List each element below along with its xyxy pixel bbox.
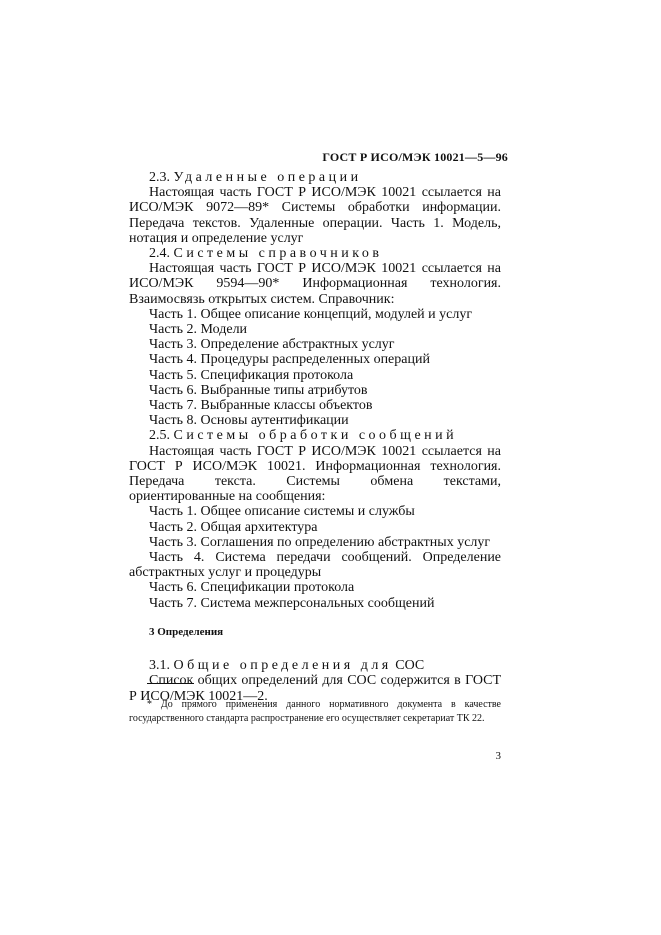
section-3-title: 3 Определения (149, 625, 224, 638)
list-item: Часть 5. Спецификация протокола (149, 367, 354, 383)
section-number: 2.3. (149, 170, 170, 185)
section-number: 3.1. (149, 658, 170, 674)
list-item: Часть 3. Соглашения по определению абстрактных услуг (149, 534, 491, 550)
footnote: * До прямого применения данного нормативного документа в качестве государственного стандарта распространение его осуществляет секретариат ТК 22. (129, 699, 501, 724)
list-item (129, 550, 501, 580)
list-item: Часть 7. Система межперсональных сообщений (149, 595, 435, 611)
list-item: Часть 1. Общее описание концепций, модулей и услуг (149, 306, 473, 322)
section-3-1-paragraph: Список общих определений для СОС содержится в ГОСТ Р ИСО/МЭК 10021—2. (129, 673, 501, 704)
list-item: Часть 8. Основы аутентификации (149, 413, 349, 429)
section-abbr: СОС (395, 658, 425, 674)
section-title: Общие определения для (173, 658, 392, 674)
list-item: Часть 4. Процедуры распределенных операций (149, 352, 430, 368)
section-3-1-heading (129, 658, 501, 673)
part-rest: Система передачи сообщений. Определение абстрактных услуг и процедуры (129, 550, 502, 581)
list-item: Часть 2. Модели (149, 322, 248, 338)
list-item: Часть 2. Общая архитектура (149, 519, 318, 535)
section-2-4-heading (129, 246, 501, 261)
footnote-divider (147, 683, 194, 684)
section-2-3-heading (129, 170, 501, 185)
section-2-5-paragraph: Настоящая часть ГОСТ Р ИСО/МЭК 10021 ссылается на ГОСТ Р ИСО/МЭК 10021. Информационная технология. Передача текста. Системы обмена текстами, ориентированные на сообщения: (129, 443, 501, 505)
part-lead: Часть 4. (149, 550, 205, 566)
list-item: Часть 6. Выбранные типы атрибутов (149, 382, 368, 398)
list-item: Часть 3. Определение абстрактных услуг (149, 337, 395, 353)
section-number: 2.4. (149, 246, 170, 262)
section-2-3-paragraph: Настоящая часть ГОСТ Р ИСО/МЭК 10021 ссылается на ИСО/МЭК 9072—89* Системы обработки информации. Передача текстов. Удаленные операции. Часть 1. Модель, нотация и определение услуг (129, 185, 501, 246)
section-2-4-paragraph: Настоящая часть ГОСТ Р ИСО/МЭК 10021 ссылается на ИСО/МЭК 9594—90* Информационная технология. Взаимосвязь открытых систем. Справочник: (129, 261, 501, 307)
section-title: Удаленные операции (173, 170, 362, 185)
document-body (129, 170, 501, 704)
section-2-5-heading (129, 428, 501, 443)
document-header: ГОСТ Р ИСО/МЭК 10021—5—96 (322, 150, 508, 164)
page-number: 3 (495, 750, 501, 762)
list-item: Часть 6. Спецификации протокола (149, 580, 355, 596)
list-item: Часть 7. Выбранные классы объектов (149, 398, 373, 414)
section-title: Системы справочников (173, 246, 383, 262)
list-item: Часть 1. Общее описание системы и службы (149, 504, 415, 520)
section-title: Системы обработки сообщений (173, 428, 458, 444)
section-number: 2.5. (149, 428, 170, 444)
